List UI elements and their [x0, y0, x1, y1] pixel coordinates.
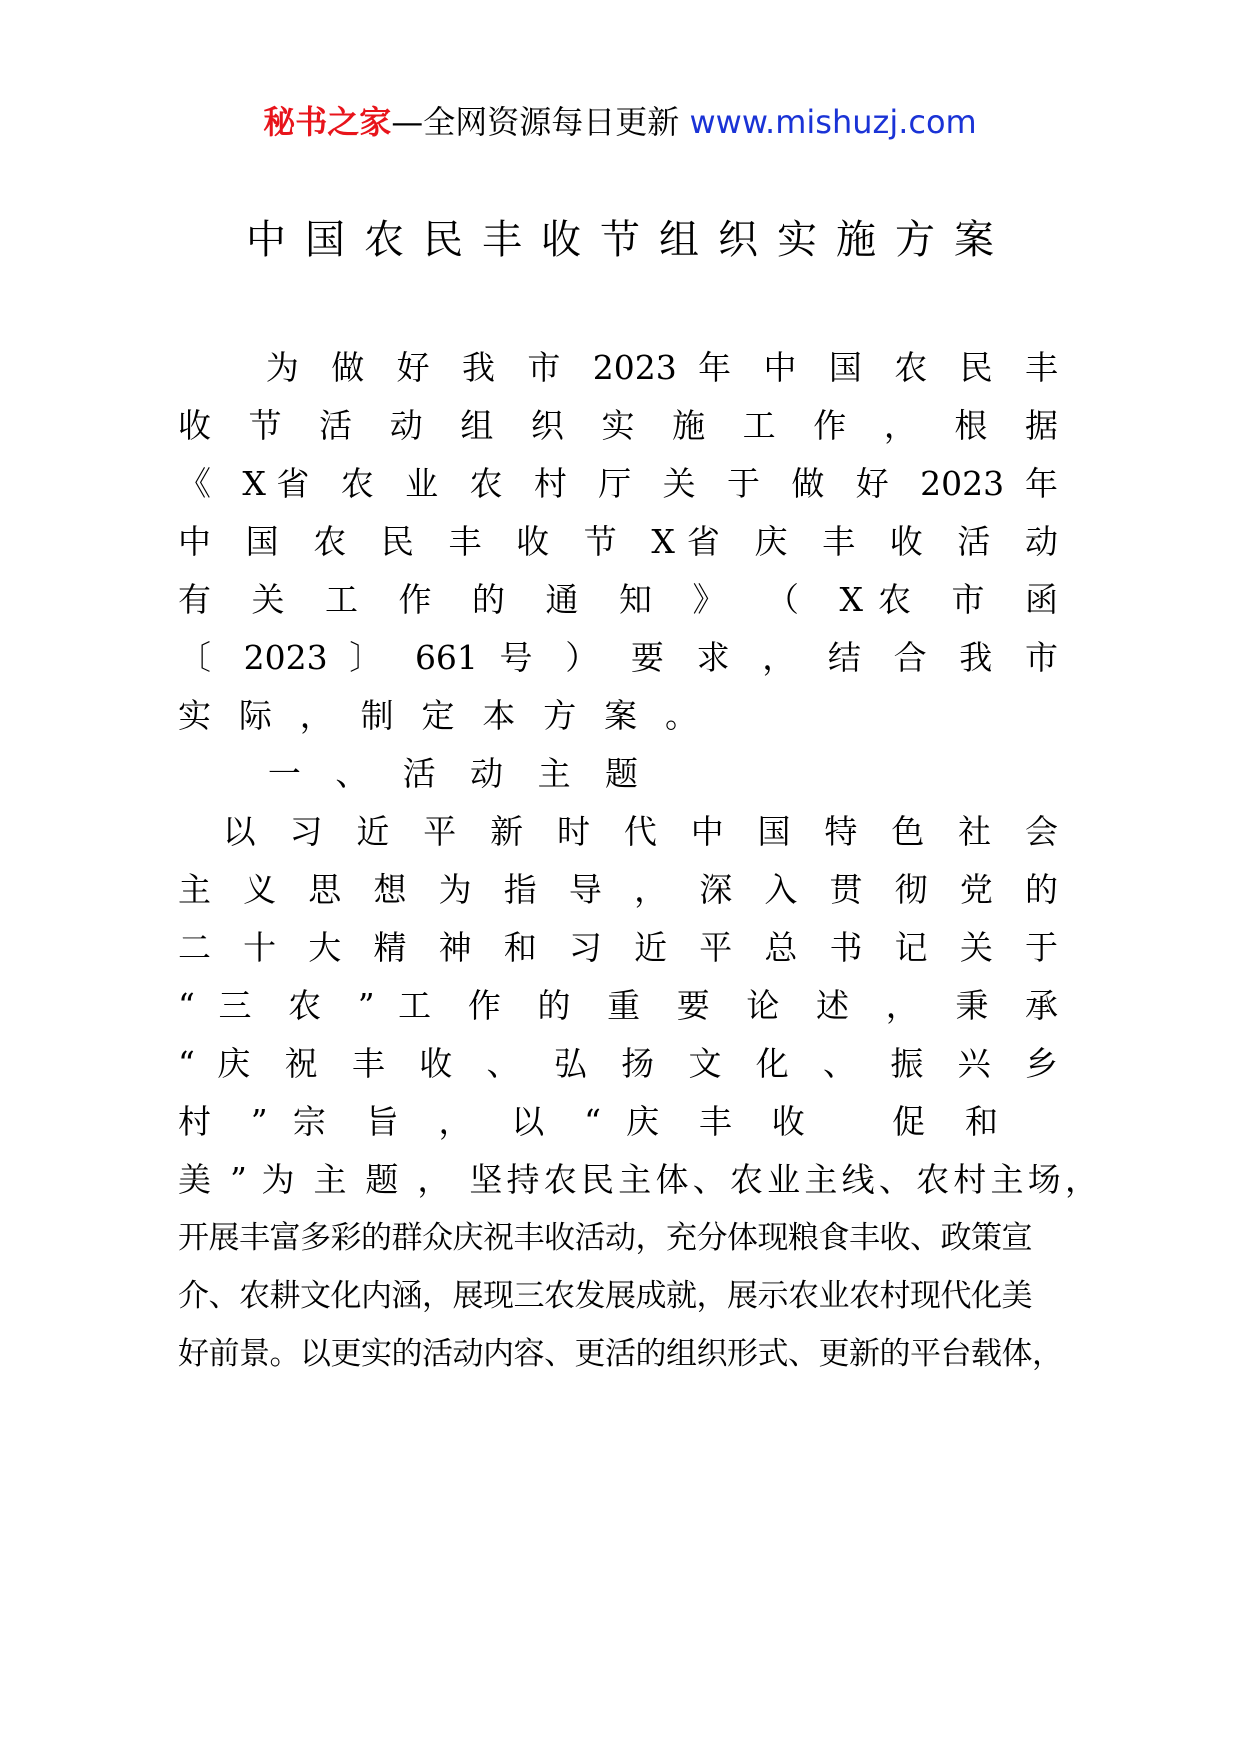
- body-line: 美 ” 为 主 题 ， 坚持农民主体、农业主线、农村主场，: [178, 1160, 1098, 1199]
- body-line: 收 节 活 动 组 织 实 施 工 作 ， 根 据: [178, 406, 1058, 445]
- body-line: 实 际 ， 制 定 本 方 案 。: [178, 696, 698, 735]
- site-header: [0, 100, 1240, 144]
- body-line: 好前景。以更实的活动内容、更活的组织形式、更新的平台载体，: [178, 1336, 1063, 1372]
- body-line: 有 关 工 作 的 通 知 》 （ X农 市 函: [178, 580, 1058, 619]
- document-title: 中国农民丰收节组织实施方案: [246, 217, 1013, 263]
- site-url-link[interactable]: www.mishuzj.com: [689, 103, 977, 141]
- body-line: 中 国 农 民 丰 收 节 X省 庆 丰 收 活 动: [178, 522, 1058, 561]
- body-line: 二 十 大 精 神 和 习 近 平 总 书 记 关 于: [178, 928, 1058, 967]
- body-line: 村 ” 宗 旨 ， 以 “ 庆 丰 收 促 和: [178, 1102, 998, 1141]
- body-line: 主 义 思 想 为 指 导 ， 深 入 贯 彻 党 的: [178, 870, 1058, 909]
- body-line: 开展丰富多彩的群众庆祝丰收活动，充分体现粮食丰收、政策宣: [178, 1220, 1032, 1256]
- site-tagline: —全网资源每日更新: [391, 103, 680, 141]
- body-line: 为 做 好 我 市 2023 年 中 国 农 民 丰: [178, 348, 1058, 387]
- site-brand: 秘书之家: [263, 103, 392, 141]
- body-line: 以 习 近 平 新 时 代 中 国 特 色 社 会: [178, 812, 1058, 851]
- body-line: “ 三 农 ” 工 作 的 重 要 论 述 ， 秉 承: [178, 986, 1058, 1025]
- body-line: 《 X省 农 业 农 村 厅 关 于 做 好 2023 年: [178, 464, 1058, 503]
- body-line: 介、农耕文化内涵，展现三农发展成就，展示农业农村现代化美: [178, 1278, 1032, 1314]
- body-line: “ 庆 祝 丰 收 、 弘 扬 文 化 、 振 兴 乡: [178, 1044, 1058, 1083]
- section-heading: 一 、 活 动 主 题: [178, 754, 638, 793]
- body-line: 〔 2023 〕 661 号 ） 要 求 ， 结 合 我 市: [178, 638, 1058, 677]
